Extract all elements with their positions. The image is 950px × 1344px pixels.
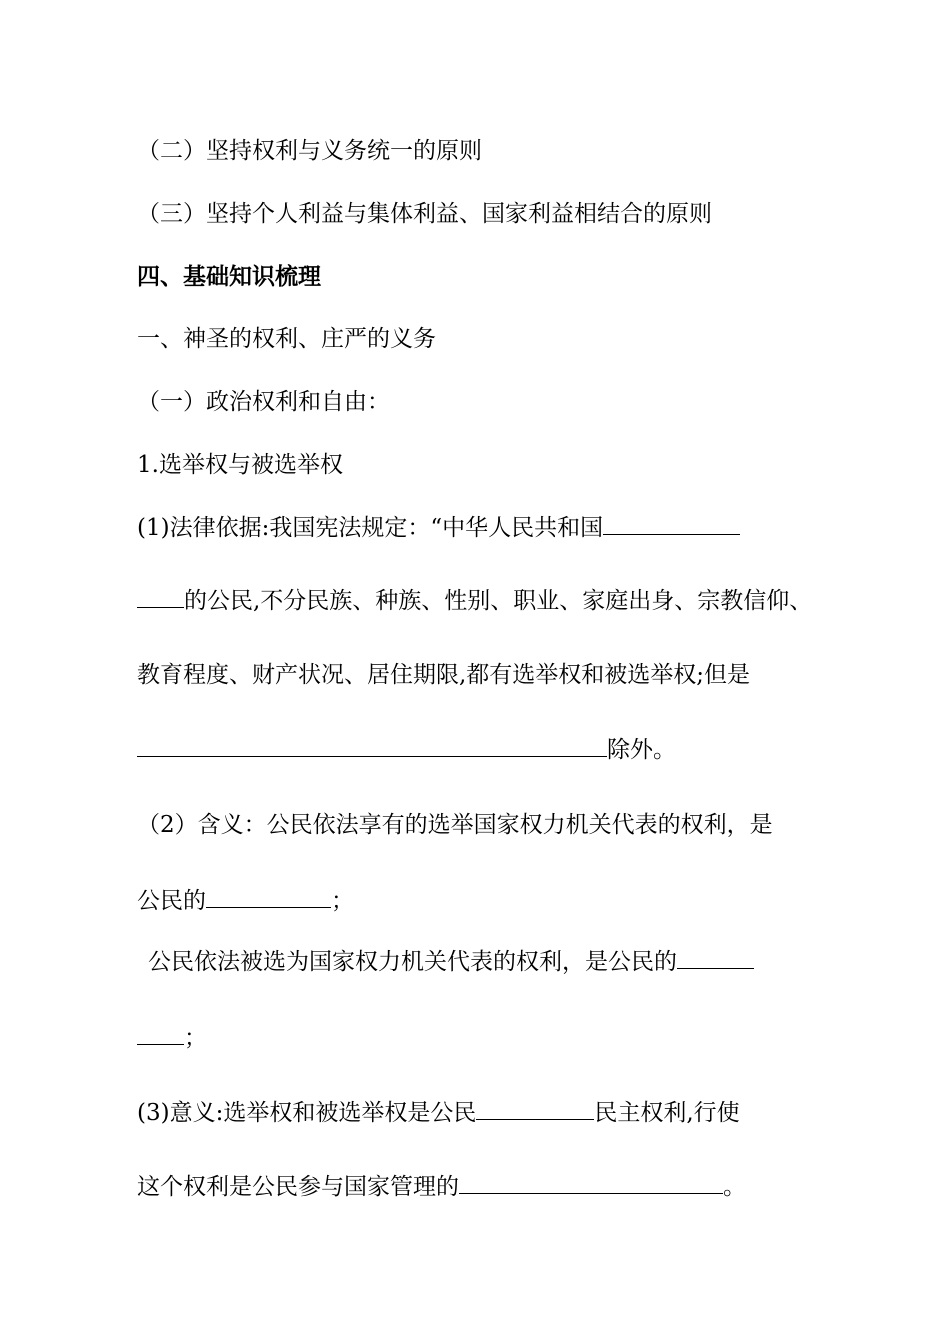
fill-blank[interactable] [206,885,331,908]
paragraph-line: (1)法律依据:我国宪法规定：“中华人民共和国 [137,512,740,543]
fill-blank[interactable] [677,946,754,969]
item-title: 1.选举权与被选举权 [137,452,343,478]
fill-blank[interactable] [137,734,607,757]
paragraph-line: 公民依法被选为国家权力机关代表的权利，是公民的 [148,946,754,977]
paragraph-line: 的公民,不分民族、种族、性别、职业、家庭出身、宗教信仰、 [137,585,812,616]
fill-blank[interactable] [476,1097,594,1120]
section-heading-2: （二）坚持权利与义务统一的原则 [137,138,482,164]
paragraph-line: (3)意义:选举权和被选举权是公民 民主权利,行使 [137,1097,740,1128]
section-heading-3: （三）坚持个人利益与集体利益、国家利益相结合的原则 [137,201,712,227]
paragraph-line: 这个权利是公民参与国家管理的 。 [137,1171,746,1202]
subheading: 一、神圣的权利、庄严的义务 [137,326,436,352]
subsection-heading: （一）政治权利和自由： [137,389,390,415]
paragraph-line: （2）含义：公民依法享有的选举国家权力机关代表的权利，是 [137,812,773,838]
paragraph-line: 公民的 ； [137,885,354,916]
paragraph-line: 教育程度、财产状况、居住期限,都有选举权和被选举权;但是 [137,662,751,688]
fill-blank[interactable] [137,585,184,608]
chapter-heading: 四、基础知识梳理 [137,264,321,290]
fill-blank[interactable] [603,512,740,535]
fill-blank[interactable] [459,1171,723,1194]
paragraph-line: ； [137,1022,207,1053]
fill-blank[interactable] [137,1022,184,1045]
paragraph-line: 除外。 [137,734,676,765]
